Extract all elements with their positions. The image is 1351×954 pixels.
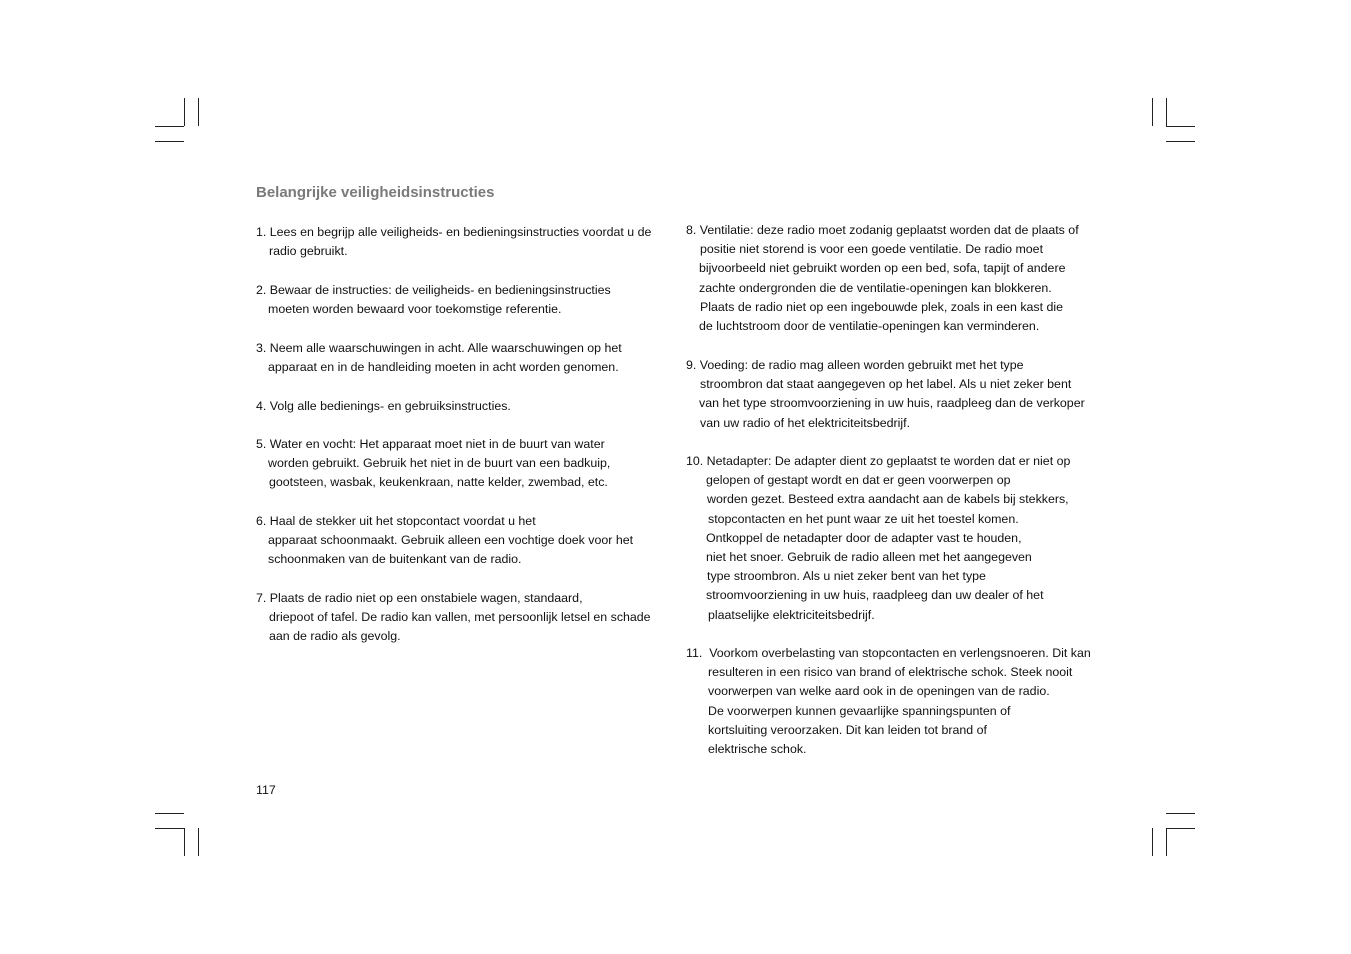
instruction-line: zachte ondergronden die de ventilatie-openingen kan blokkeren.: [699, 280, 1052, 295]
instruction-line: 10. Netadapter: De adapter dient zo geplaatst te worden dat er niet op: [686, 454, 1071, 468]
crop-mark: [1166, 141, 1195, 142]
instruction-line: gelopen of gestapt wordt en dat er geen voorwerpen op: [706, 473, 1011, 488]
instruction-line: 3. Neem alle waarschuwingen in acht. Alle waarschuwingen op het: [256, 341, 622, 355]
instruction-line: moeten worden bewaard voor toekomstige referentie.: [268, 302, 562, 317]
instruction-line: de luchtstroom door de ventilatie-openingen kan verminderen.: [699, 319, 1040, 334]
instruction-line: radio gebruikt.: [269, 244, 348, 259]
instruction-line: 4. Volg alle bedienings- en gebruiksinstructies.: [256, 399, 511, 413]
crop-mark: [155, 828, 184, 829]
instruction-line: stroombron dat staat aangegeven op het label. Als u niet zeker bent: [700, 377, 1072, 392]
crop-mark: [1166, 828, 1195, 829]
crop-mark: [155, 141, 184, 142]
instruction-line: 7. Plaats de radio niet op een onstabiele wagen, standaard,: [256, 591, 583, 605]
instruction-line: 6. Haal de stekker uit het stopcontact voordat u het: [256, 514, 536, 528]
instruction-line: elektrische schok.: [708, 742, 807, 757]
instruction-line: stopcontacten en het punt waar ze uit het toestel komen.: [708, 511, 1019, 526]
instruction-line: positie niet storend is voor een goede ventilatie. De radio moet: [700, 242, 1044, 257]
crop-mark: [184, 98, 185, 126]
instruction-line: 2. Bewaar de instructies: de veiligheids- en bedieningsinstructies: [256, 283, 611, 297]
instruction-item: [686, 452, 1070, 625]
instruction-item: [686, 644, 1091, 759]
instruction-line: 8. Ventilatie: deze radio moet zodanig geplaatst worden dat de plaats of: [686, 223, 1079, 237]
crop-mark: [155, 813, 184, 814]
instruction-line: gootsteen, wasbak, keukenkraan, natte kelder, zwembad, etc.: [269, 475, 608, 490]
crop-mark: [1166, 813, 1195, 814]
page-title: Belangrijke veiligheidsinstructies: [256, 184, 495, 201]
crop-mark: [1166, 126, 1195, 127]
instruction-item: [256, 397, 511, 416]
crop-mark: [1152, 828, 1153, 856]
instruction-item: [256, 512, 633, 570]
instruction-item: [686, 356, 1085, 433]
instruction-item: [256, 281, 611, 319]
instruction-line: van het type stroomvoorziening in uw huis, raadpleeg dan de verkoper: [699, 396, 1085, 411]
instruction-line: kortsluiting veroorzaken. Dit kan leiden tot brand of: [708, 722, 987, 737]
instruction-line: driepoot of tafel. De radio kan vallen, met persoonlijk letsel en schade: [269, 610, 651, 625]
instruction-line: apparaat schoonmaakt. Gebruik alleen een vochtige doek voor het: [268, 533, 634, 548]
instruction-line: apparaat en in de handleiding moeten in acht worden genomen.: [268, 360, 619, 375]
instruction-line: worden gebruikt. Gebruik het niet in de buurt van een badkuip,: [268, 456, 611, 471]
instruction-line: van uw radio of het elektriciteitsbedrijf.: [700, 415, 911, 430]
instruction-line: Plaats de radio niet op een ingebouwde plek, zoals in een kast die: [700, 299, 1064, 314]
crop-mark: [1166, 828, 1167, 856]
instruction-line: 9. Voeding: de radio mag alleen worden gebruikt met het type: [686, 358, 1024, 372]
instruction-line: niet het snoer. Gebruik de radio alleen met het aangegeven: [706, 550, 1032, 565]
instruction-line: aan de radio als gevolg.: [269, 629, 401, 644]
instruction-line: bijvoorbeeld niet gebruikt worden op een bed, sofa, tapijt of andere: [699, 261, 1066, 276]
instruction-item: [256, 223, 651, 261]
instruction-item: [686, 221, 1079, 336]
instruction-line: 5. Water en vocht: Het apparaat moet niet in de buurt van water: [256, 437, 605, 451]
crop-mark: [1166, 98, 1167, 126]
instruction-item: [256, 339, 622, 377]
instruction-line: voorwerpen van welke aard ook in de openingen van de radio.: [708, 684, 1050, 699]
instruction-line: Ontkoppel de netadapter door de adapter vast te houden,: [706, 530, 1022, 545]
crop-mark: [198, 828, 199, 856]
instruction-line: worden gezet. Besteed extra aandacht aan de kabels bij stekkers,: [707, 492, 1069, 507]
instruction-line: resulteren in een risico van brand of elektrische schok. Steek nooit: [708, 665, 1073, 680]
instruction-item: [256, 435, 610, 493]
page-number: 117: [256, 783, 276, 797]
instruction-line: stroomvoorziening in uw huis, raadpleeg dan uw dealer of het: [706, 588, 1044, 603]
crop-mark: [198, 98, 199, 126]
crop-mark: [1152, 98, 1153, 126]
instruction-line: 11. Voorkom overbelasting van stopcontacten en verlengsnoeren. Dit kan: [686, 646, 1091, 660]
crop-mark: [184, 828, 185, 856]
instruction-line: 1. Lees en begrijp alle veiligheids- en bedieningsinstructies voordat u de: [256, 225, 652, 239]
instruction-line: schoonmaken van de buitenkant van de radio.: [268, 552, 522, 567]
crop-mark: [155, 126, 184, 127]
instruction-line: De voorwerpen kunnen gevaarlijke spanningspunten of: [708, 703, 1011, 718]
instruction-line: type stroombron. Als u niet zeker bent van het type: [707, 569, 986, 584]
instruction-item: [256, 589, 651, 647]
instruction-line: plaatselijke elektriciteitsbedrijf.: [708, 607, 875, 622]
